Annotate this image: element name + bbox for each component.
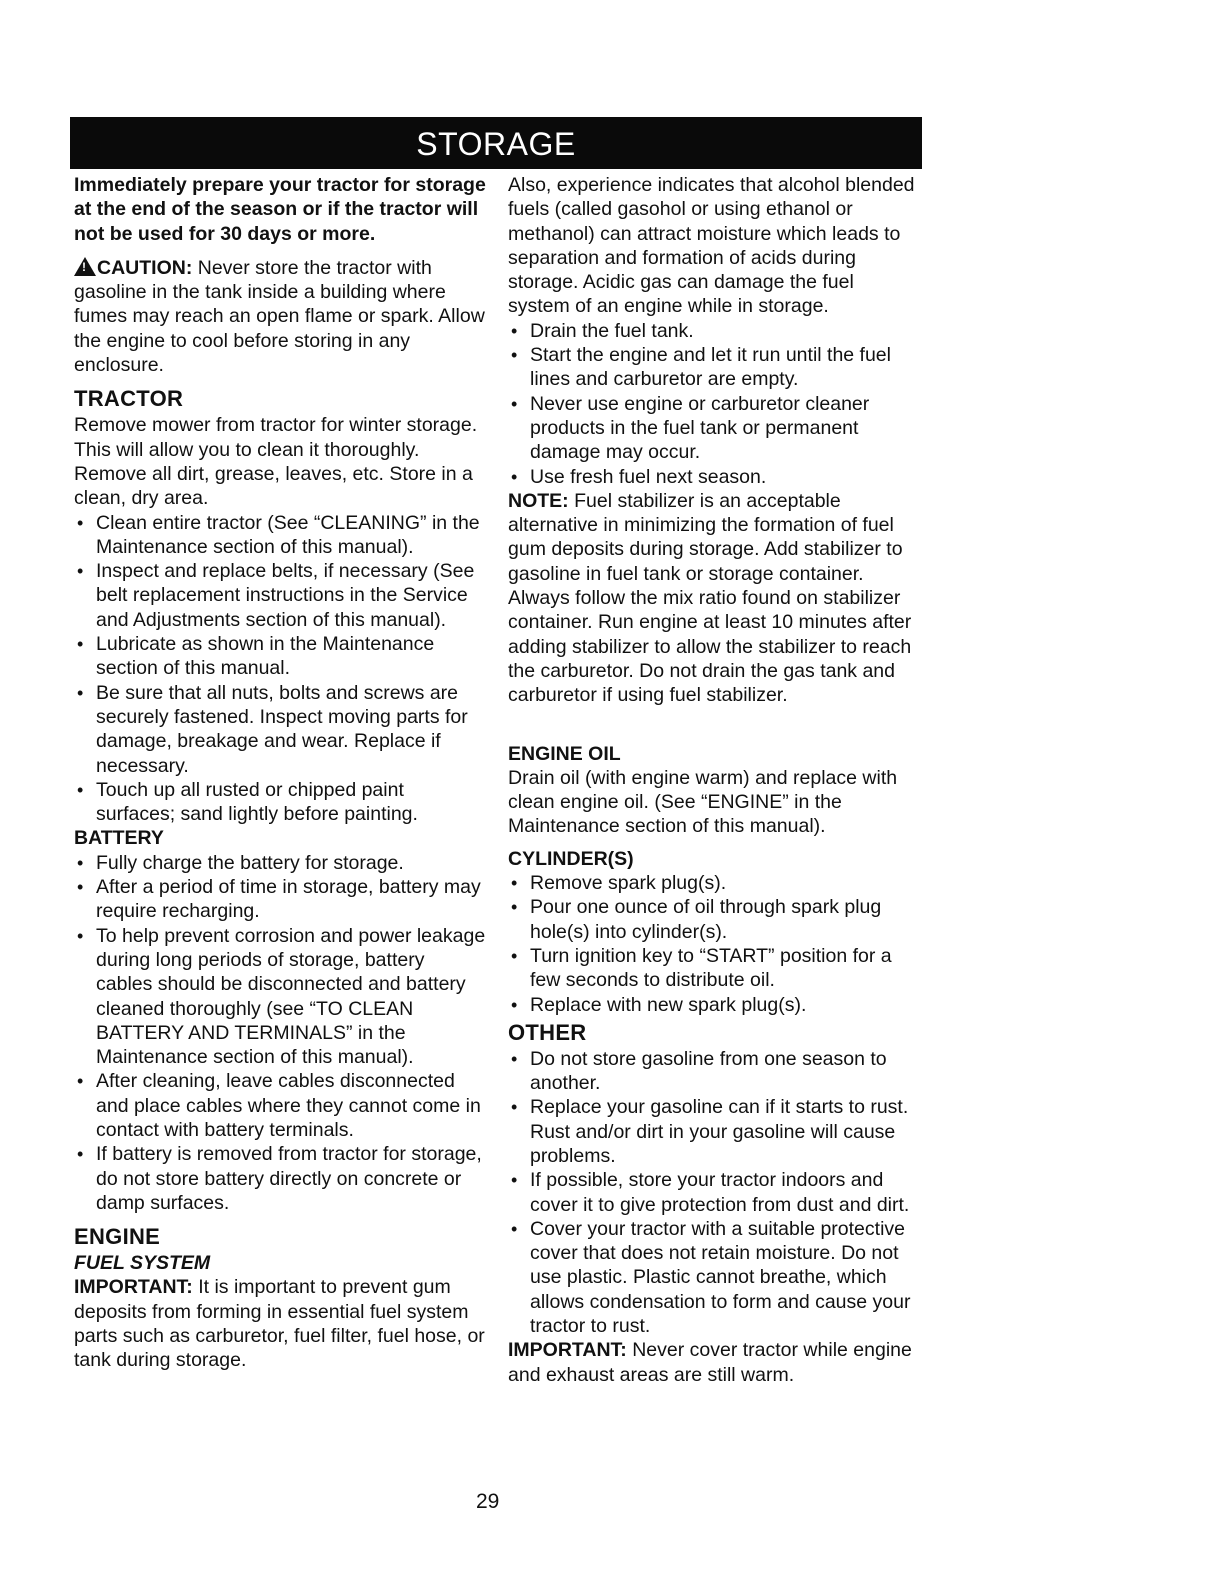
page-title: STORAGE: [70, 117, 922, 169]
list-item: • Replace with new spark plug(s).: [508, 993, 920, 1017]
engine-oil-text: Drain oil (with engine warm) and replace with clean engine oil. (See “ENGINE” in the Maintenance section of this manual).: [508, 766, 898, 838]
list-item: • Be sure that all nuts, bolts and screws are securely fastened. Inspect moving parts for damage, breakage and wear. Replace if necessary.: [74, 681, 486, 778]
other-list: [508, 1047, 920, 1339]
important-text: It is important to prevent gum deposits from forming in essential fuel system parts such as carburetor, fuel filter, fuel hose, or tank during storage.: [74, 1276, 485, 1372]
tractor-heading: TRACTOR: [74, 386, 184, 412]
fuel-important-paragraph: [74, 1275, 486, 1372]
right-column: [508, 173, 920, 1387]
list-item: • If possible, store your tractor indoors and cover it to give protection from dust and dirt.: [508, 1168, 920, 1217]
battery-heading: BATTERY: [74, 827, 164, 850]
cylinders-list: [508, 871, 920, 1017]
important-label: IMPORTANT:: [74, 1276, 193, 1299]
note-label: NOTE:: [508, 489, 569, 512]
list-item: • Remove spark plug(s).: [508, 871, 920, 895]
caution-paragraph: [74, 256, 486, 377]
engine-oil-heading: ENGINE OIL: [508, 742, 621, 765]
list-item: • Replace your gasoline can if it starts to rust. Rust and/or dirt in your gasoline will cause problems.: [508, 1095, 920, 1168]
list-item: • Use fresh fuel next season.: [508, 465, 920, 489]
list-item: • Do not store gasoline from one season to another.: [508, 1047, 920, 1096]
list-item: • Inspect and replace belts, if necessary (See belt replacement instructions in the Service and Adjustments section of this manual).: [74, 559, 486, 632]
list-item: • Never use engine or carburetor cleaner products in the fuel tank or permanent damage may occur.: [508, 392, 920, 465]
fuel-system-heading: FUEL SYSTEM: [74, 1252, 211, 1275]
list-item: • If battery is removed from tractor for storage, do not store battery directly on concrete or damp surfaces.: [74, 1142, 486, 1215]
battery-list: [74, 851, 486, 1215]
other-important-paragraph: [508, 1338, 920, 1387]
alcohol-paragraph: Also, experience indicates that alcohol blended fuels (called gasohol or using ethanol or methanol) can attract moisture which leads to separation and formation of acids during storage. Acidic gas can damage the fuel system of an engine while in storage.: [508, 174, 915, 318]
left-column: [74, 173, 486, 1373]
cylinders-heading: CYLINDER(S): [508, 847, 634, 870]
list-item: • Turn ignition key to “START” position for a few seconds to distribute oil.: [508, 944, 920, 993]
list-item: • After a period of time in storage, battery may require recharging.: [74, 875, 486, 924]
other-heading: OTHER: [508, 1019, 587, 1045]
list-item: • Clean entire tractor (See “CLEANING” in the Maintenance section of this manual).: [74, 511, 486, 560]
list-item: • Lubricate as shown in the Maintenance section of this manual.: [74, 632, 486, 681]
tractor-list: [74, 511, 486, 827]
list-item: • To help prevent corrosion and power leakage during long periods of storage, battery cables should be disconnected and battery cleaned thoroughly (see “TO CLEAN BATTERY AND TERMINALS” in the Maintenance section of this manual).: [74, 924, 486, 1070]
list-item: • Start the engine and let it run until the fuel lines and carburetor are empty.: [508, 343, 920, 392]
list-item: • Pour one ounce of oil through spark plug hole(s) into cylinder(s).: [508, 895, 920, 944]
list-item: • Cover your tractor with a suitable protective cover that does not retain moisture. Do not use plastic. Plastic cannot breathe, which allows condensation to form and cause your tractor to rust.: [508, 1217, 920, 1338]
intro-text: Immediately prepare your tractor for storage at the end of the season or if the tractor will not be used for 30 days or more.: [74, 174, 486, 245]
page-number: 29: [476, 1490, 500, 1513]
note-text: Fuel stabilizer is an acceptable alternative in minimizing the formation of fuel gum deposits during storage. Add stabilizer to gasoline in fuel tank or storage container. Always follow the mix ratio found on stabilizer container. Run engine at least 10 minutes after adding stabilizer to allow the stabilizer to reach the carburetor. Do not drain the gas tank and carburetor if using fuel stabilizer.: [508, 489, 912, 707]
list-item: • Touch up all rusted or chipped paint surfaces; sand lightly before painting.: [74, 778, 486, 827]
important-text: Never cover tractor while engine and exhaust areas are still warm.: [508, 1339, 912, 1386]
warning-triangle-icon: [74, 257, 96, 276]
caution-label: CAUTION:: [97, 256, 193, 279]
list-item: • After cleaning, leave cables disconnected and place cables where they cannot come in contact with battery terminals.: [74, 1069, 486, 1142]
list-item: • Fully charge the battery for storage.: [74, 851, 486, 875]
engine-heading: ENGINE: [74, 1224, 161, 1250]
fuel-list: [508, 319, 920, 489]
tractor-intro: Remove mower from tractor for winter storage. This will allow you to clean it thoroughly. Remove all dirt, grease, leaves, etc. Store in a clean, dry area.: [74, 414, 478, 510]
list-item: • Drain the fuel tank.: [508, 319, 920, 343]
note-paragraph: [508, 489, 920, 708]
important-label: IMPORTANT:: [508, 1339, 627, 1362]
caution-text: Never store the tractor with gasoline in the tank inside a building where fumes may reach an open flame or spark. Allow the engine to cool before storing in any enclosure.: [74, 256, 485, 377]
